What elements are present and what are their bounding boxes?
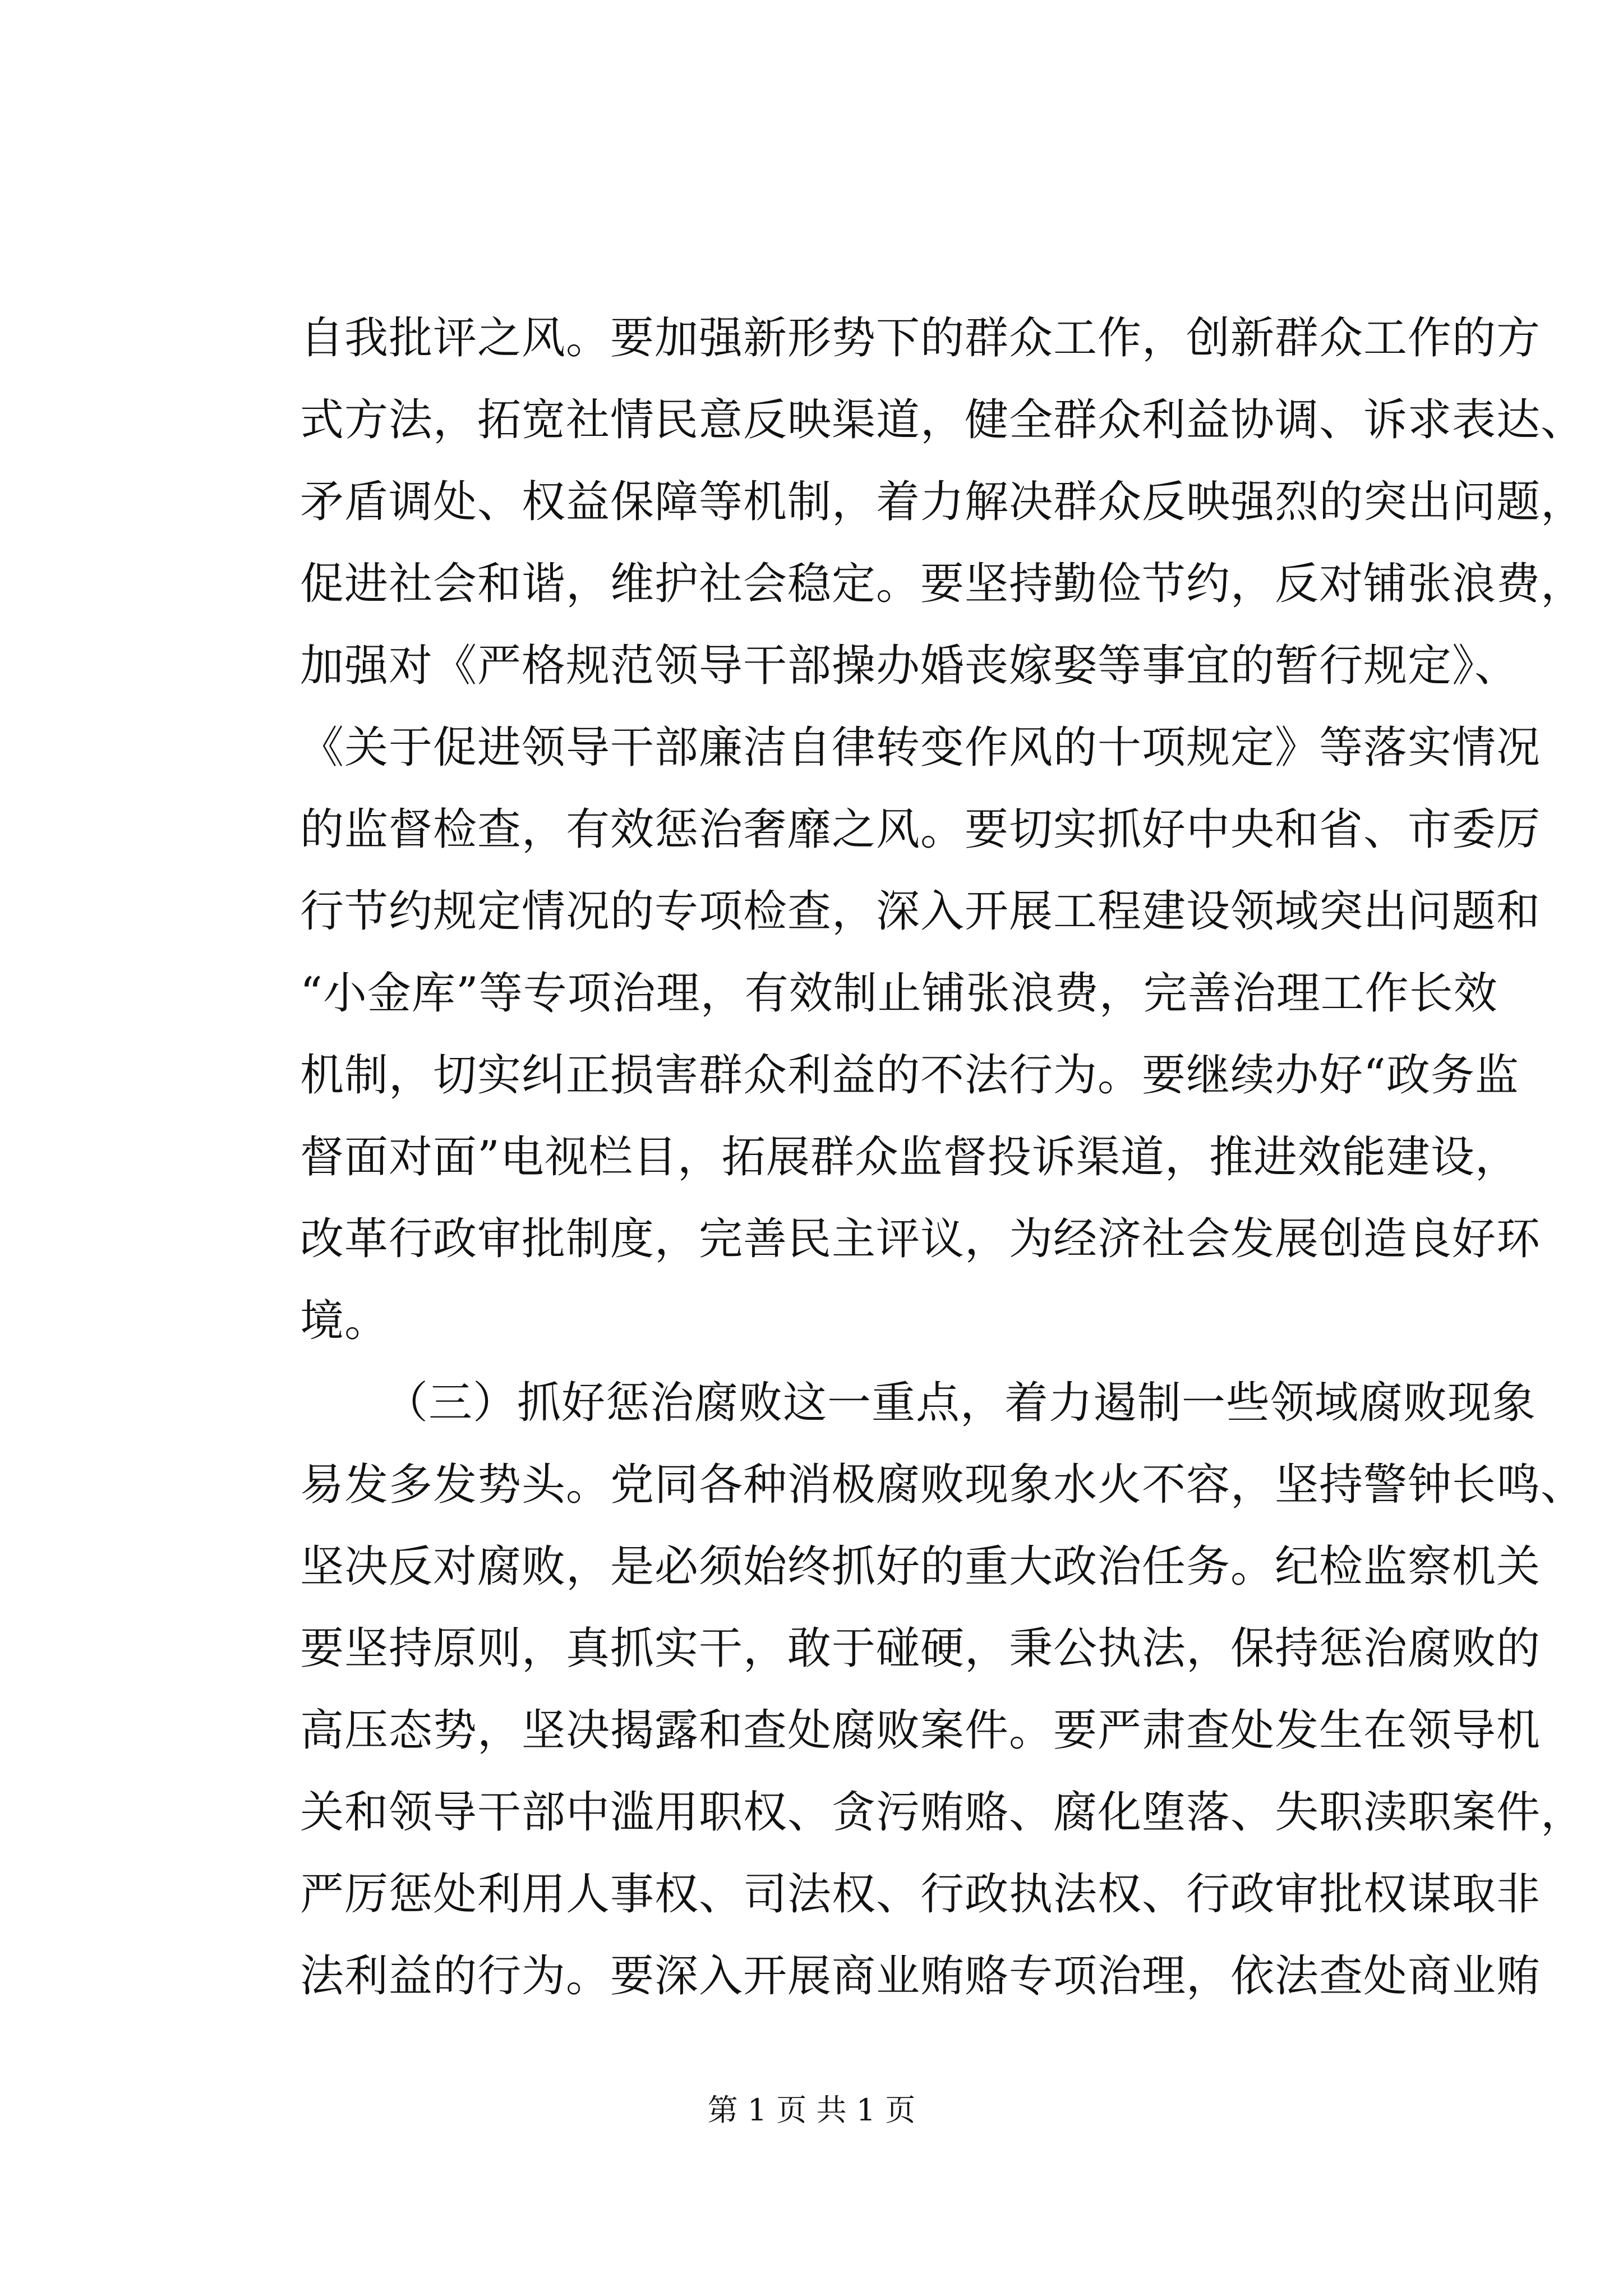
document-body [300,297,1585,2017]
text-line: 严厉惩处利用人事权、司法权、行政执法权、行政审批权谋取非 [300,1869,1541,1920]
section-heading-line: （三）抓好惩治腐败这一重点，着力遏制一些领域腐败现象 [384,1378,1537,1428]
text-line: 坚决反对腐败，是必须始终抓好的重大政治任务。纪检监察机关 [300,1542,1541,1592]
text-line: 易发多发势头。党同各种消极腐败现象水火不容，坚持警钟长鸣、 [300,1460,1585,1510]
text-line: 加强对《严格规范领导干部操办婚丧嫁娶等事宜的暂行规定》、 [300,641,1519,691]
text-line: 矛盾调处、权益保障等机制，着力解决群众反映强烈的突出问题， [300,477,1585,527]
text-line: “小金库”等专项治理，有效制止铺张浪费，完善治理工作长效 [300,968,1498,1019]
text-line: 促进社会和谐，维护社会稳定。要坚持勤俭节约，反对铺张浪费， [300,559,1585,609]
text-line: 行节约规定情况的专项检查，深入开展工程建设领域突出问题和 [300,886,1541,937]
text-line: 机制，切实纠正损害群众利益的不法行为。要继续办好“政务监 [300,1050,1519,1101]
text-line: 法利益的行为。要深入开展商业贿赂专项治理，依法查处商业贿 [300,1951,1541,2001]
text-line: 的监督检查，有效惩治奢靡之风。要切实抓好中央和省、市委厉 [300,804,1541,855]
text-line: 督面对面”电视栏目，拓展群众监督投诉渠道，推进效能建设， [300,1132,1519,1182]
text-line: 境。 [300,1296,389,1346]
text-line: 要坚持原则，真抓实干，敢于碰硬，秉公执法，保持惩治腐败的 [300,1623,1541,1674]
text-line: 高压态势，坚决揭露和查处腐败案件。要严肃查处发生在领导机 [300,1705,1541,1756]
text-line: 《关于促进领导干部廉洁自律转变作风的十项规定》等落实情况 [300,723,1541,773]
text-line: 自我批评之风。要加强新形势下的群众工作，创新群众工作的方 [300,313,1541,364]
page-footer: 第 1 页 共 1 页 [707,2092,916,2128]
text-line: 改革行政审批制度，完善民主评议，为经济社会发展创造良好环 [300,1214,1541,1264]
text-line: 式方法，拓宽社情民意反映渠道，健全群众利益协调、诉求表达、 [300,395,1585,445]
text-line: 关和领导干部中滥用职权、贪污贿赂、腐化堕落、失职渎职案件， [300,1787,1585,1838]
